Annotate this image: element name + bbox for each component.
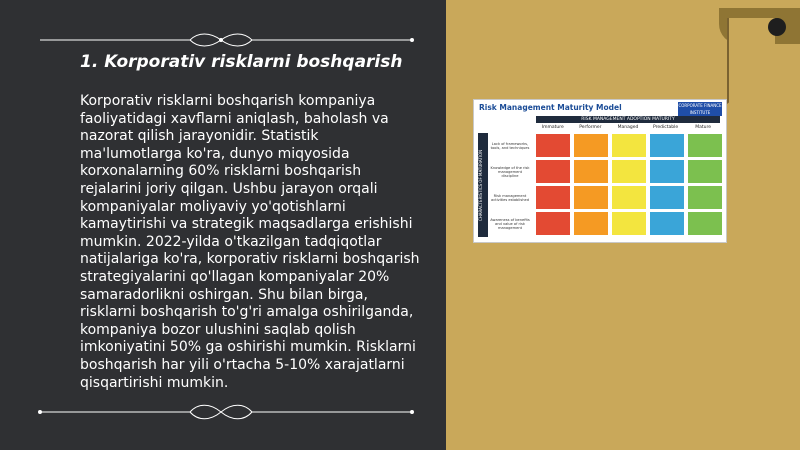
maturity-cell: [612, 212, 646, 235]
level-label: Mature: [695, 125, 712, 130]
maturity-cell: [650, 212, 684, 235]
maturity-cell: [688, 212, 722, 235]
maturity-cell: [574, 160, 608, 183]
maturity-cell: [574, 212, 608, 235]
maturity-cell: [688, 160, 722, 183]
row-label: Lack of frameworks, tools, and techniques: [490, 142, 530, 150]
row-label: Awareness of benefits and value of risk management: [490, 218, 530, 230]
level-label: Predictable: [653, 125, 679, 130]
curl-hole: [768, 18, 786, 36]
maturity-levels: [534, 125, 722, 130]
maturity-model-image: [473, 99, 727, 243]
maturity-cell: [612, 186, 646, 209]
maturity-cell: [536, 160, 570, 183]
maturity-cell: [650, 134, 684, 157]
maturity-cell: [536, 212, 570, 235]
image-title: Risk Management Maturity Model: [479, 103, 622, 112]
maturity-cell: [536, 134, 570, 157]
slide-title: 1. Korporativ risklarni boshqarish: [80, 52, 403, 72]
maturity-cell: [650, 160, 684, 183]
maturity-cell: [574, 186, 608, 209]
level-label: Immature: [541, 125, 564, 130]
row-labels: [490, 134, 530, 238]
maturity-cell: [612, 134, 646, 157]
level-label: Performer: [579, 125, 602, 130]
cfi-logo: CORPORATE FINANCE INSTITUTE: [678, 103, 722, 115]
slide-body-text: Korporativ risklarni boshqarish kompaniya faoliyatidagi xavflarni aniqlash, baholash va nazorat qilish jarayonidir. Statistik ma'lumotlarga ko'ra, dunyo miqyosida korxonalarning 60% risklarni boshqarish rejalarini joriy qilgan. Ushbu jarayon orqali kompaniyalar moliyaviy yo'qotishlarni kamaytirishi va strategik maqsadlarga erishishi mumkin. 2022-yilda o'tkazilgan tadqiqotlar natijalariga ko'ra, korporativ risklarni boshqarish strategiyalarini qo'llagan kompaniyalar 20% samaradorlikni oshirgan. Shu bilan birga, risklarni boshqarish to'g'ri amalga oshirilganda, kompaniya bozor ulushini saqlab qolish imkoniyatini 50% ga oshirishi mumkin. Risklarni boshqarish har yili o'rtacha 5-10% xarajatlarni qisqartirishi mumkin.: [80, 93, 420, 391]
maturity-cell: [650, 186, 684, 209]
maturity-grid: [536, 134, 722, 235]
maturity-cell: [688, 134, 722, 157]
maturity-cell: [574, 134, 608, 157]
maturity-header: RISK MANAGEMENT ADOPTION MATURITY: [536, 116, 720, 123]
level-label: Managed: [617, 125, 639, 130]
maturity-cell: [536, 186, 570, 209]
side-label: CHARACTERISTICS OF MATURATION: [478, 133, 488, 237]
top-ornament-divider: [0, 30, 446, 50]
bottom-ornament-divider: [0, 400, 446, 424]
row-label: Risk management activities established: [491, 194, 529, 202]
maturity-cell: [688, 186, 722, 209]
maturity-cell: [612, 160, 646, 183]
row-label: Knowledge of the risk management discipline: [490, 166, 530, 178]
